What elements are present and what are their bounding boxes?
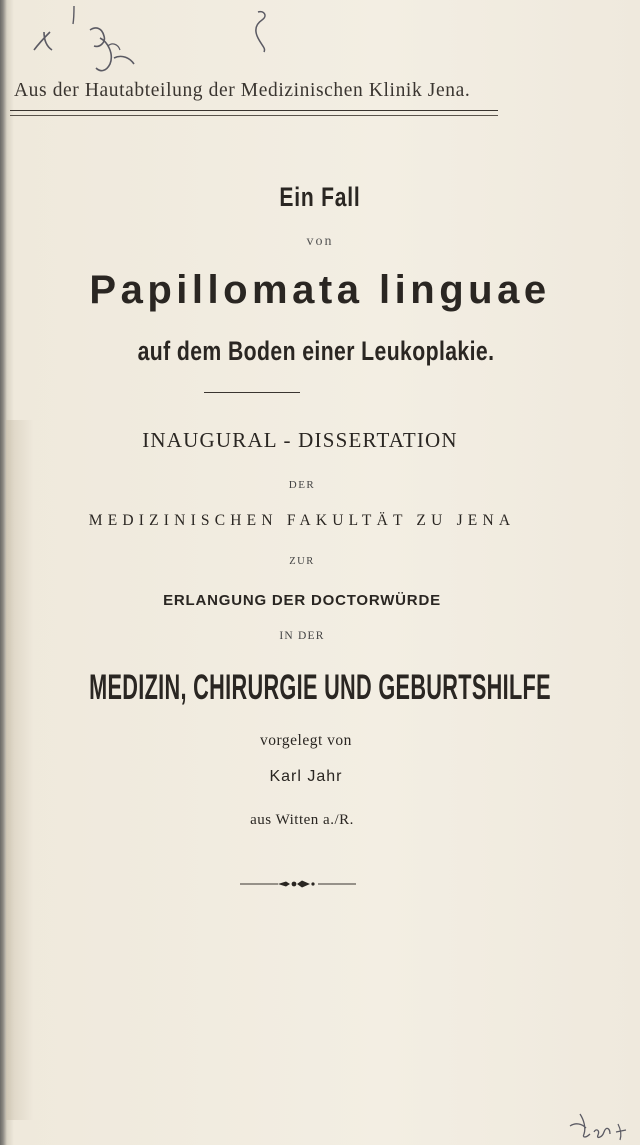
fields-line: MEDIZIN, CHIRURGIE UND GEBURTSHILFE (89, 668, 551, 707)
title-line-3: auf dem Boden einer Leukoplakie. (137, 336, 495, 366)
pencil-scribble-top-left (30, 2, 140, 82)
title-line-1: Ein Fall (279, 182, 361, 212)
dissertation-heading: INAUGURAL - DISSERTATION (142, 428, 458, 452)
pencil-signature-bottom-right (566, 1102, 630, 1142)
purpose-line: ERLANGUNG DER DOCTORWÜRDE (163, 592, 441, 609)
pencil-mark-top-right (248, 8, 278, 54)
title-line-2: Papillomata linguae (89, 268, 551, 312)
double-rule (10, 110, 498, 116)
origin-line: aus Witten a./R. (250, 812, 354, 828)
presented-by-line: vorgelegt von (260, 732, 352, 749)
author-name: Karl Jahr (269, 768, 343, 785)
short-rule (204, 392, 300, 393)
institute-line: Aus der Hautabteilung der Medizinischen Klinik Jena. (14, 80, 471, 101)
faculty-line: MEDIZINISCHEN FAKULTÄT ZU JENA (88, 512, 516, 529)
der-line: DER (288, 479, 316, 491)
in-der-line: IN DER (279, 630, 325, 642)
zur-line: ZUR (289, 556, 315, 567)
von-line: von (306, 234, 334, 249)
ornament-divider (240, 878, 356, 890)
